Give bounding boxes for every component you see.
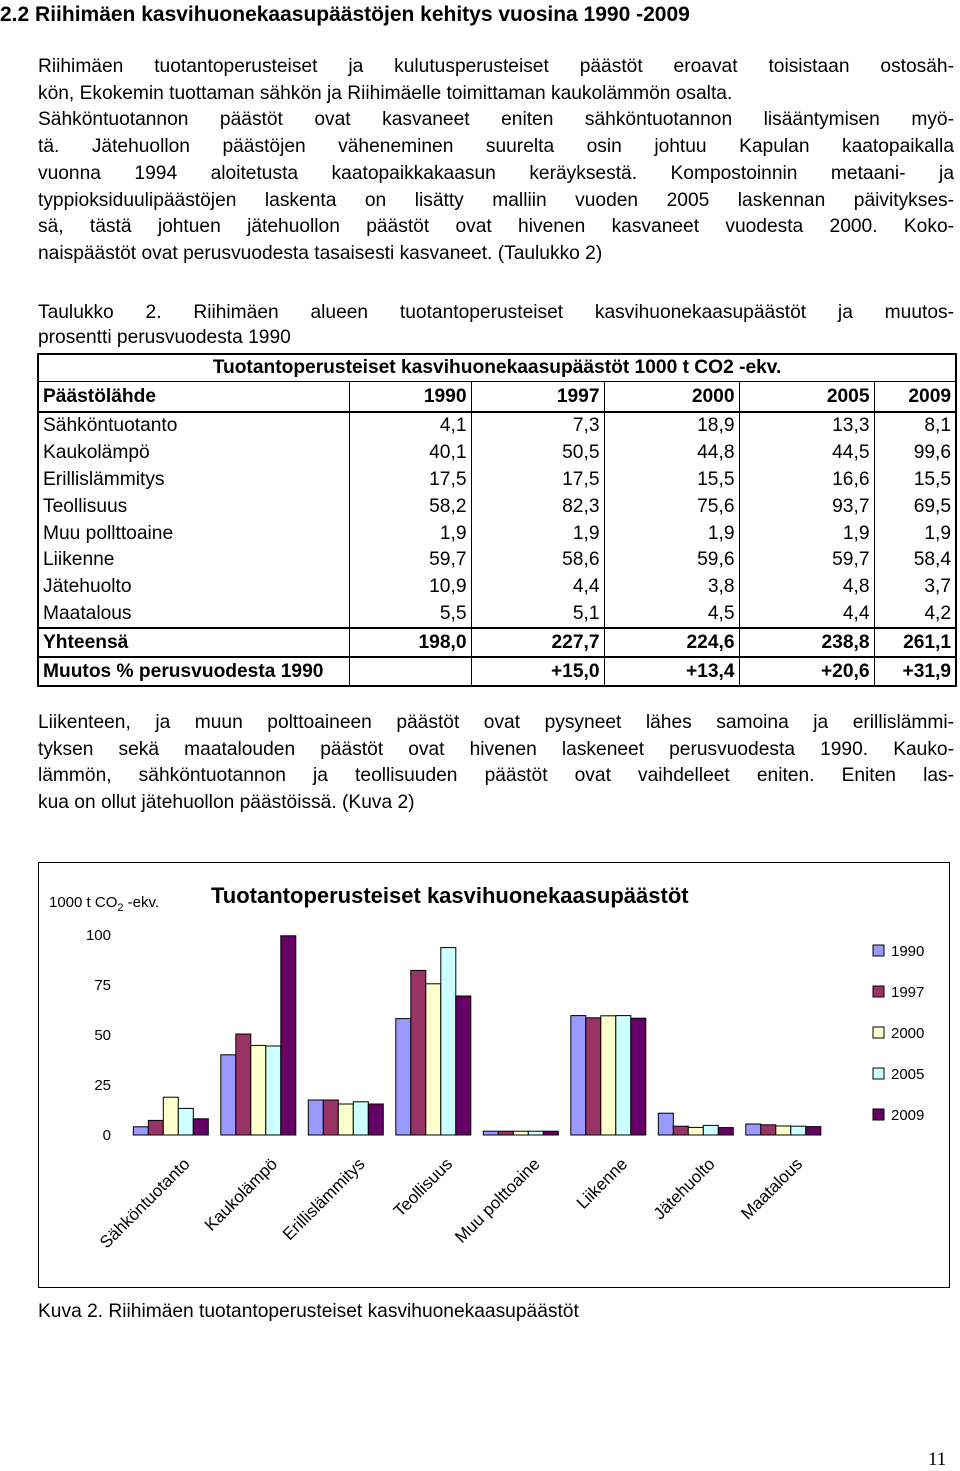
bar	[338, 1104, 353, 1135]
bar	[776, 1126, 791, 1135]
bar	[498, 1131, 513, 1135]
table-row	[38, 412, 956, 440]
bar	[791, 1126, 806, 1135]
x-category-label: Erillislämmitys	[279, 1154, 369, 1244]
bar	[281, 936, 296, 1135]
value-cell: 75,6	[604, 493, 739, 520]
value-cell: 59,7	[349, 547, 471, 574]
y-axis-unit-label: 1000 t $CO_2$ -ekv.	[49, 894, 160, 914]
x-category-label: Kaukolämpö	[200, 1154, 282, 1235]
table-row	[38, 547, 956, 574]
header-cell: Päästölähde	[38, 382, 349, 413]
value-cell: 1,9	[349, 520, 471, 547]
value-cell: 93,7	[739, 493, 874, 520]
legend-label: 1997	[891, 984, 925, 1001]
y-tick-label: 50	[94, 1027, 111, 1044]
bar	[308, 1100, 323, 1135]
summary-line: lämmön, sähköntuotannon ja teollisuuden päästöt ovat vaihdelleet eniten. Eniten las-	[38, 765, 954, 787]
value-cell: 198,0	[349, 628, 471, 657]
value-cell: +20,6	[739, 657, 874, 686]
legend-label: 2005	[891, 1066, 925, 1083]
x-category-label: Jätehuolto	[649, 1154, 719, 1224]
table-row	[38, 601, 956, 629]
value-cell: 40,1	[349, 440, 471, 467]
table-row	[38, 440, 956, 467]
y-tick-label: 25	[94, 1077, 111, 1094]
value-cell: 4,4	[471, 574, 604, 601]
legend-swatch	[873, 1068, 884, 1079]
header-cell: 2009	[874, 382, 956, 413]
row-label-cell: Liikenne	[38, 547, 349, 574]
bar	[673, 1126, 688, 1135]
table-caption-line: Taulukko 2. Riihimäen alueen tuotantoperusteiset kasvihuonekaasupäästöt ja muutos-	[38, 302, 954, 323]
intro-line: tä. Jätehuollon päästöjen väheneminen suurelta osin johtuu Kapulan kaatopaikalla	[38, 136, 954, 158]
value-cell: 227,7	[471, 628, 604, 657]
row-label-cell: Maatalous	[38, 601, 349, 629]
value-cell: 99,6	[874, 440, 956, 467]
bar	[426, 984, 441, 1135]
row-label-cell: Muu pollttoaine	[38, 520, 349, 547]
table-row	[38, 467, 956, 494]
value-cell: 224,6	[604, 628, 739, 657]
intro-line: typpioksiduulipäästöjen laskenta on lisätty malliin vuoden 2005 laskennan päivitykses-	[38, 189, 954, 211]
table-row	[38, 493, 956, 520]
legend-swatch	[873, 1027, 884, 1038]
bar	[133, 1127, 148, 1135]
value-cell: 50,5	[471, 440, 604, 467]
bar	[703, 1125, 718, 1135]
bar	[543, 1131, 558, 1135]
x-category-label: Liikenne	[572, 1154, 632, 1213]
bar	[368, 1104, 383, 1135]
page-number: 11	[928, 1449, 947, 1470]
value-cell: 4,2	[874, 601, 956, 629]
header-cell: 2005	[739, 382, 874, 413]
bar	[631, 1018, 646, 1135]
bar	[746, 1124, 761, 1135]
chart-frame	[38, 862, 950, 1288]
value-cell: 15,5	[604, 467, 739, 494]
chart-title: Tuotantoperusteiset kasvihuonekaasupäästöt	[211, 883, 689, 908]
bar	[251, 1045, 266, 1135]
value-cell: 1,9	[739, 520, 874, 547]
value-cell: 7,3	[471, 412, 604, 440]
header-cell: 2000	[604, 382, 739, 413]
value-cell: 17,5	[349, 467, 471, 494]
value-cell: 10,9	[349, 574, 471, 601]
table-header-row	[38, 382, 956, 413]
intro-line: vuonna 1994 aloitetusta kaatopaikkakaasun keräyksestä. Kompostoinnin metaani- ja	[38, 162, 954, 184]
y-tick-label: 0	[102, 1127, 111, 1144]
value-cell: 1,9	[604, 520, 739, 547]
value-cell: 238,8	[739, 628, 874, 657]
value-cell: 58,4	[874, 547, 956, 574]
bar	[658, 1113, 673, 1135]
row-label-cell: Sähköntuotanto	[38, 412, 349, 440]
row-label-cell: Kaukolämpö	[38, 440, 349, 467]
value-cell: 16,6	[739, 467, 874, 494]
y-tick-label: 75	[94, 977, 111, 994]
bar	[456, 996, 471, 1135]
emissions-bar-chart	[39, 863, 951, 1289]
x-category-label: Teollisuus	[389, 1154, 457, 1221]
value-cell: 58,2	[349, 493, 471, 520]
bar	[221, 1055, 236, 1135]
table-title-row	[38, 354, 956, 382]
value-cell: 69,5	[874, 493, 956, 520]
row-label-cell: Teollisuus	[38, 493, 349, 520]
y-tick-label: 100	[85, 927, 111, 944]
value-cell: 1,9	[471, 520, 604, 547]
bar	[148, 1120, 163, 1135]
value-cell: 59,6	[604, 547, 739, 574]
bar	[163, 1097, 178, 1135]
value-cell: 5,5	[349, 601, 471, 629]
table-row	[38, 574, 956, 601]
x-category-label: Sähköntuotanto	[95, 1154, 194, 1253]
value-cell: 4,4	[739, 601, 874, 629]
bar	[571, 1016, 586, 1135]
bar	[353, 1102, 368, 1135]
value-cell: 15,5	[874, 467, 956, 494]
value-cell: +31,9	[874, 657, 956, 686]
legend-label: 2000	[891, 1025, 925, 1042]
bar	[528, 1131, 543, 1135]
summary-line: tyksen sekä maatalouden päästöt ovat hivenen laskeneet perusvuodesta 1990. Kauko-	[38, 738, 954, 760]
legend-swatch	[873, 945, 884, 956]
bar	[806, 1127, 821, 1135]
value-cell: 58,6	[471, 547, 604, 574]
value-cell: 4,8	[739, 574, 874, 601]
bar	[601, 1016, 616, 1135]
table-caption-line: prosentti perusvuodesta 1990	[38, 327, 291, 348]
value-cell: 44,5	[739, 440, 874, 467]
total-row	[38, 628, 956, 657]
value-cell: 4,1	[349, 412, 471, 440]
bar	[616, 1016, 631, 1135]
intro-line: Sähköntuotannon päästöt ovat kasvaneet eniten sähköntuotannon lisääntymisen myö-	[38, 109, 954, 131]
value-cell: 18,9	[604, 412, 739, 440]
bar	[688, 1127, 703, 1135]
summary-line: Liikenteen, ja muun polttoaineen päästöt ovat pysyneet lähes samoina ja erillislämmi-	[38, 712, 954, 733]
intro-line: naispäästöt ovat perusvuodesta tasaisesti kasvaneet. (Taulukko 2)	[38, 242, 603, 264]
value-cell: 59,7	[739, 547, 874, 574]
row-label-cell: Muutos % perusvuodesta 1990	[38, 657, 349, 686]
intro-line: kön, Ekokemin tuottaman sähkön ja Riihimäelle toimittaman kaukolämmön osalta.	[38, 82, 733, 104]
row-label-cell: Erillislämmitys	[38, 467, 349, 494]
value-cell: 13,3	[739, 412, 874, 440]
bar	[396, 1019, 411, 1135]
bar	[441, 948, 456, 1135]
summary-line: kua on ollut jätehuollon päästöissä. (Kuva 2)	[38, 792, 415, 814]
value-cell: 82,3	[471, 493, 604, 520]
value-cell: 4,5	[604, 601, 739, 629]
table-title: Tuotantoperusteiset kasvihuonekaasupäästöt 1000 t CO2 -ekv.	[38, 354, 956, 382]
x-category-label: Maatalous	[737, 1154, 807, 1224]
bar	[266, 1046, 281, 1135]
bar	[178, 1108, 193, 1135]
figure-caption: Kuva 2. Riihimäen tuotantoperusteiset kasvihuonekaasupäästöt	[38, 1301, 579, 1322]
bar	[483, 1131, 498, 1135]
value-cell: 261,1	[874, 628, 956, 657]
value-cell: 1,9	[874, 520, 956, 547]
value-cell: +15,0	[471, 657, 604, 686]
header-cell: 1997	[471, 382, 604, 413]
bar	[718, 1128, 733, 1135]
intro-paragraph	[38, 54, 954, 268]
value-cell: 3,7	[874, 574, 956, 601]
legend-label: 2009	[891, 1107, 925, 1124]
bar	[586, 1018, 601, 1135]
value-cell: +13,4	[604, 657, 739, 686]
value-cell: 8,1	[874, 412, 956, 440]
value-cell	[349, 657, 471, 686]
row-label-cell: Jätehuolto	[38, 574, 349, 601]
change-row	[38, 657, 956, 686]
legend-swatch	[873, 986, 884, 997]
legend-label: 1990	[891, 943, 925, 960]
value-cell: 5,1	[471, 601, 604, 629]
bar	[236, 1034, 251, 1135]
intro-line: sä, tästä johtuen jätehuollon päästöt ovat hivenen kasvaneet vuodesta 2000. Koko-	[38, 216, 954, 238]
value-cell: 44,8	[604, 440, 739, 467]
legend-swatch	[873, 1109, 884, 1120]
bar	[411, 970, 426, 1135]
intro-line: Riihimäen tuotantoperusteiset ja kulutusperusteiset päästöt eroavat toisistaan ostosäh-	[38, 56, 954, 77]
emissions-table	[37, 353, 957, 687]
table-row	[38, 520, 956, 547]
header-cell: 1990	[349, 382, 471, 413]
section-heading: 2.2 Riihimäen kasvihuonekaasupäästöjen kehitys vuosina 1990 -2009	[0, 3, 690, 26]
bar	[323, 1100, 338, 1135]
bar	[193, 1119, 208, 1135]
summary-paragraph	[38, 710, 954, 817]
bar	[761, 1125, 776, 1135]
value-cell: 3,8	[604, 574, 739, 601]
value-cell: 17,5	[471, 467, 604, 494]
x-category-label: Muu polttoaine	[451, 1154, 544, 1247]
table-caption	[38, 300, 954, 350]
bar	[513, 1131, 528, 1135]
row-label-cell: Yhteensä	[38, 628, 349, 657]
